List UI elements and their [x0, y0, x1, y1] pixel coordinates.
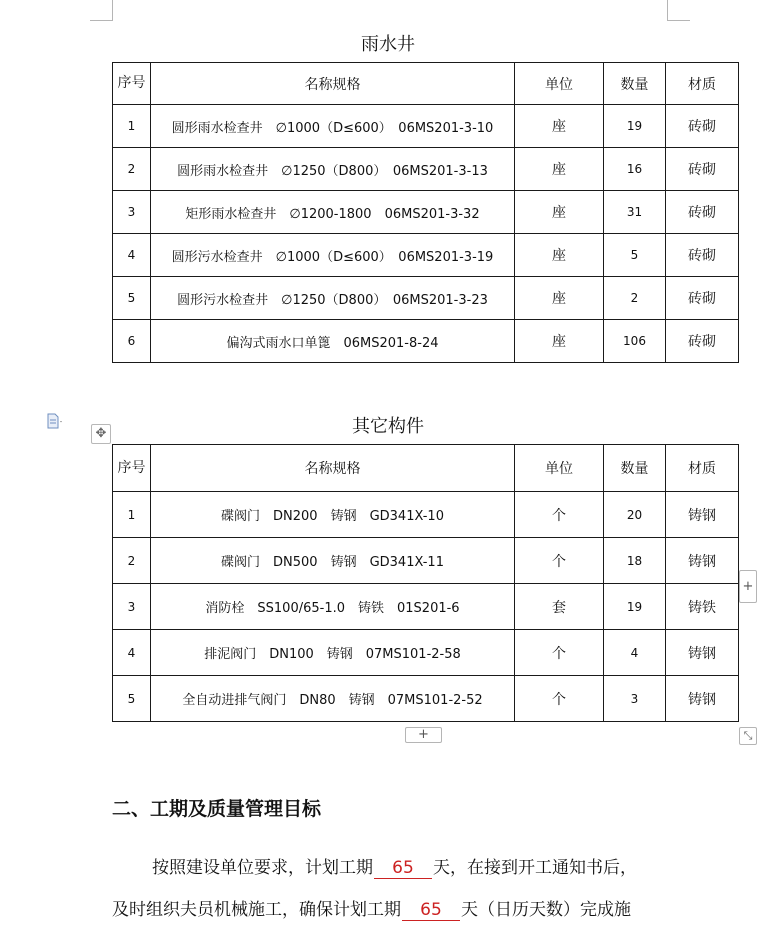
cell-unit: 座	[515, 320, 604, 363]
cell-name: 圆形污水检查井 ∅1250（D800） 06MS201-3-23	[151, 277, 515, 320]
table-row	[113, 320, 739, 363]
cell-index: 1	[113, 105, 151, 148]
text-run: 按照建设单位要求，计划工期	[152, 858, 373, 878]
cell-material: 铸钢	[666, 492, 739, 538]
table-row	[113, 148, 739, 191]
cell-material: 铸铁	[666, 584, 739, 630]
cell-name: 圆形污水检查井 ∅1000（D≤600） 06MS201-3-19	[151, 234, 515, 277]
cell-name: 偏沟式雨水口单篦 06MS201-8-24	[151, 320, 515, 363]
document-icon[interactable]	[46, 413, 64, 429]
cell-qty: 19	[604, 584, 666, 630]
schedule-days-blank: 65	[402, 900, 460, 921]
cell-name: 圆形雨水检查井 ∅1250（D800） 06MS201-3-13	[151, 148, 515, 191]
table-move-handle[interactable]: ✥	[91, 424, 111, 444]
schedule-days-blank: 65	[374, 858, 432, 879]
cell-name: 碟阀门 DN500 铸钢 GD341X-11	[151, 538, 515, 584]
cell-qty: 4	[604, 630, 666, 676]
paragraph-line-1	[152, 853, 637, 879]
header-unit: 单位	[515, 445, 604, 492]
rain-wells-table	[112, 62, 739, 363]
text-run: 及时组织夫员机械施工，确保计划工期	[112, 900, 401, 920]
cell-material: 铸钢	[666, 676, 739, 722]
text-run: 天，在接到开工通知书后，	[433, 858, 637, 878]
cell-material: 砖砌	[666, 320, 739, 363]
cell-index: 5	[113, 676, 151, 722]
table-row	[113, 105, 739, 148]
cell-index: 4	[113, 234, 151, 277]
cell-name: 圆形雨水检查井 ∅1000（D≤600） 06MS201-3-10	[151, 105, 515, 148]
cell-index: 2	[113, 538, 151, 584]
cell-qty: 16	[604, 148, 666, 191]
cell-qty: 18	[604, 538, 666, 584]
cell-index: 2	[113, 148, 151, 191]
cell-index: 1	[113, 492, 151, 538]
cell-material: 铸钢	[666, 538, 739, 584]
table-row	[113, 584, 739, 630]
table-row	[113, 277, 739, 320]
other-components-table	[112, 444, 739, 722]
cell-index: 4	[113, 630, 151, 676]
add-row-button[interactable]: +	[405, 727, 442, 743]
cell-material: 铸钢	[666, 630, 739, 676]
cell-index: 6	[113, 320, 151, 363]
text-run: 天（日历天数）完成施	[461, 900, 631, 920]
table-header-row	[113, 445, 739, 492]
header-name: 名称规格	[151, 63, 515, 105]
table-row	[113, 492, 739, 538]
cell-qty: 31	[604, 191, 666, 234]
cell-qty: 2	[604, 277, 666, 320]
cell-name: 消防栓 SS100/65-1.0 铸铁 01S201-6	[151, 584, 515, 630]
header-index: 序号	[113, 63, 151, 105]
cell-index: 3	[113, 584, 151, 630]
cell-unit: 个	[515, 492, 604, 538]
add-column-button[interactable]: +	[739, 570, 757, 603]
cell-name: 矩形雨水检查井 ∅1200-1800 06MS201-3-32	[151, 191, 515, 234]
cell-unit: 个	[515, 630, 604, 676]
cell-unit: 座	[515, 277, 604, 320]
cell-qty: 106	[604, 320, 666, 363]
cell-material: 砖砌	[666, 148, 739, 191]
page-corner-mark-left	[90, 0, 113, 21]
cell-unit: 套	[515, 584, 604, 630]
cell-name: 全自动进排气阀门 DN80 铸钢 07MS101-2-52	[151, 676, 515, 722]
section-heading: 二、工期及质量管理目标	[112, 798, 322, 820]
cell-material: 砖砌	[666, 277, 739, 320]
cell-name: 碟阀门 DN200 铸钢 GD341X-10	[151, 492, 515, 538]
header-material: 材质	[666, 63, 739, 105]
table-row	[113, 234, 739, 277]
page-corner-mark-right	[667, 0, 690, 21]
cell-unit: 个	[515, 538, 604, 584]
cell-unit: 座	[515, 148, 604, 191]
cell-qty: 19	[604, 105, 666, 148]
table-header-row	[113, 63, 739, 105]
cell-material: 砖砌	[666, 191, 739, 234]
cell-name: 排泥阀门 DN100 铸钢 07MS101-2-58	[151, 630, 515, 676]
table-row	[113, 630, 739, 676]
table-row	[113, 676, 739, 722]
cell-qty: 5	[604, 234, 666, 277]
header-qty: 数量	[604, 63, 666, 105]
table-caption-other-components: 其它构件	[352, 416, 424, 437]
header-material: 材质	[666, 445, 739, 492]
cell-material: 砖砌	[666, 234, 739, 277]
cell-material: 砖砌	[666, 105, 739, 148]
table-row	[113, 191, 739, 234]
cell-index: 3	[113, 191, 151, 234]
cell-unit: 座	[515, 234, 604, 277]
cell-qty: 20	[604, 492, 666, 538]
table-resize-handle[interactable]: ⤡	[739, 727, 757, 745]
cell-qty: 3	[604, 676, 666, 722]
table-row	[113, 538, 739, 584]
table-caption-rain-wells: 雨水井	[361, 34, 415, 55]
cell-unit: 个	[515, 676, 604, 722]
header-unit: 单位	[515, 63, 604, 105]
paragraph-line-2	[112, 895, 631, 921]
header-index: 序号	[113, 445, 151, 492]
cell-unit: 座	[515, 191, 604, 234]
cell-unit: 座	[515, 105, 604, 148]
header-name: 名称规格	[151, 445, 515, 492]
cell-index: 5	[113, 277, 151, 320]
header-qty: 数量	[604, 445, 666, 492]
